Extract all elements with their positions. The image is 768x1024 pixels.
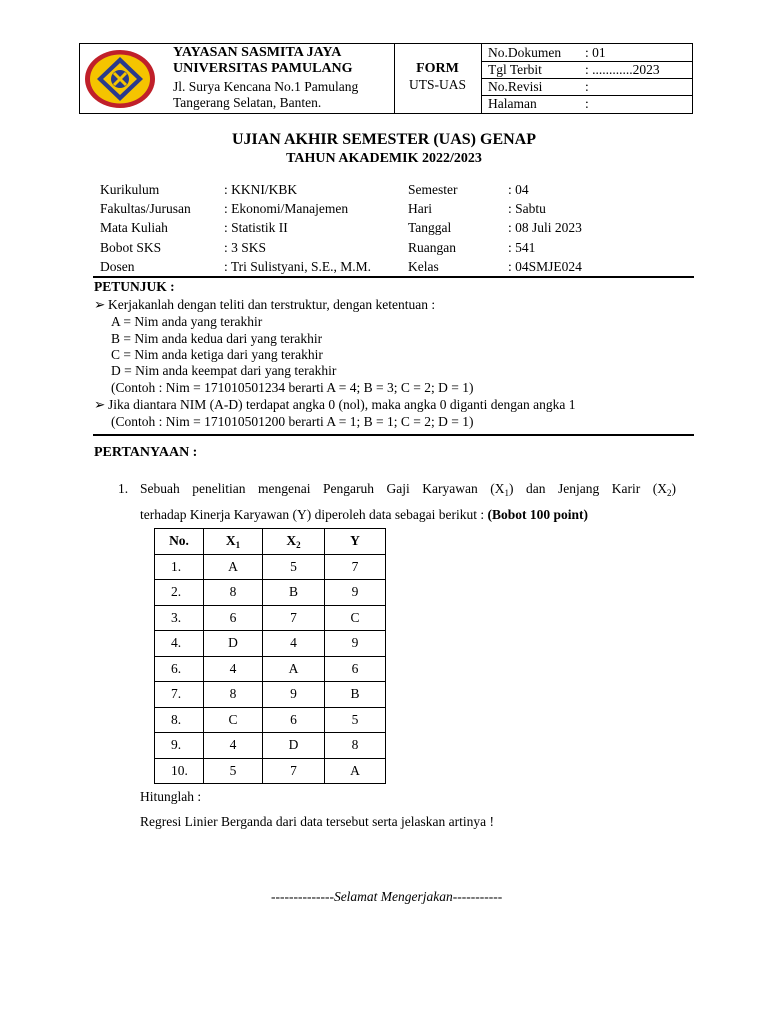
info-value: : 04SMJE024 xyxy=(508,259,582,274)
table-cell: 4. xyxy=(155,631,204,657)
data-table xyxy=(154,528,386,784)
table-cell: B xyxy=(263,580,325,606)
doc-row-label: No.Dokumen xyxy=(488,45,562,60)
table-cell: 10. xyxy=(155,758,204,784)
table-cell: 8. xyxy=(155,707,204,733)
table-cell: 6 xyxy=(263,707,325,733)
exam-title: UJIAN AKHIR SEMESTER (UAS) GENAP xyxy=(231,131,537,148)
institution-cell xyxy=(80,44,395,113)
university-logo-icon xyxy=(83,48,157,110)
column-header-x1: $X_1$ xyxy=(204,529,263,555)
table-cell: 8 xyxy=(204,580,263,606)
table-cell: 2. xyxy=(155,580,204,606)
address-line-1: Jl. Surya Kencana No.1 Pamulang xyxy=(173,79,359,94)
table-cell: 3. xyxy=(155,605,204,631)
info-value: : Ekonomi/Manajemen xyxy=(224,201,349,216)
table-cell: 5 xyxy=(263,554,325,580)
table-row xyxy=(155,605,386,631)
info-label: Ruangan xyxy=(408,240,456,255)
table-row xyxy=(155,707,386,733)
form-type: UTS-UAS xyxy=(408,77,466,92)
table-row xyxy=(155,682,386,708)
table-row xyxy=(155,554,386,580)
table-cell: 4 xyxy=(204,733,263,759)
doc-row-value: : ............2023 xyxy=(585,62,660,77)
table-header-row xyxy=(155,529,386,555)
info-label: Hari xyxy=(408,201,432,216)
example-line: (Contoh : Nim = 171010501200 berarti A = 1; B = 1; C = 2; D = 1) xyxy=(111,414,474,429)
form-cell xyxy=(394,44,482,113)
table-cell: A xyxy=(263,656,325,682)
doc-row xyxy=(481,95,692,113)
column-header-x2: $X_2$ xyxy=(263,529,325,555)
table-cell: 7 xyxy=(263,758,325,784)
org-name: YAYASAN SASMITA JAYA xyxy=(173,45,342,60)
table-cell: 5 xyxy=(204,758,263,784)
question-line-2 xyxy=(140,507,588,523)
instruction-bullet xyxy=(94,396,575,413)
task-text: Regresi Linier Berganda dari data tersebut serta jelaskan artinya ! xyxy=(140,814,494,829)
question-text: Sebuah penelitian mengenai Pengaruh Gaji Karyawan (X xyxy=(140,481,505,496)
doc-row-label: No.Revisi xyxy=(488,79,543,94)
table-cell: 8 xyxy=(325,733,386,759)
section-divider xyxy=(93,276,694,278)
doc-row-label: Tgl Terbit xyxy=(488,62,542,77)
instruction-text: Jika diantara NIM (A-D) terdapat angka 0 (nol), maka angka 0 diganti dengan angka 1 xyxy=(108,397,576,412)
info-value: : 541 xyxy=(508,240,536,255)
university-name: UNIVERSITAS PAMULANG xyxy=(173,61,353,76)
table-row xyxy=(155,758,386,784)
table-cell: 6. xyxy=(155,656,204,682)
table-cell: 4 xyxy=(204,656,263,682)
question-weight: (Bobot 100 point) xyxy=(487,507,588,522)
doc-row xyxy=(481,61,692,79)
address-line-2: Tangerang Selatan, Banten. xyxy=(173,95,322,110)
question-text: ) dan Jenjang Karir (X xyxy=(508,481,667,496)
table-cell: 7 xyxy=(325,554,386,580)
table-cell: 9 xyxy=(325,580,386,606)
arrow-bullet-icon: ➢ xyxy=(94,297,106,312)
info-label: Tanggal xyxy=(408,220,452,235)
table-cell: 7 xyxy=(263,605,325,631)
table-row xyxy=(155,580,386,606)
doc-row-value: : 01 xyxy=(585,45,606,60)
info-value: : Statistik II xyxy=(224,220,288,235)
table-cell: B xyxy=(325,682,386,708)
table-cell: 6 xyxy=(325,656,386,682)
rule-line: D = Nim anda keempat dari yang terakhir xyxy=(111,363,337,378)
table-cell: A xyxy=(204,554,263,580)
question-line-1 xyxy=(140,481,676,497)
table-row xyxy=(155,631,386,657)
arrow-bullet-icon: ➢ xyxy=(94,397,106,412)
info-label: Mata Kuliah xyxy=(100,220,168,235)
column-header-y: Y xyxy=(325,529,386,555)
rule-line: C = Nim anda ketiga dari yang terakhir xyxy=(111,347,323,362)
instruction-text: Kerjakanlah dengan teliti dan terstruktur, dengan ketentuan : xyxy=(108,297,436,312)
info-label: Dosen xyxy=(100,259,135,274)
info-label: Semester xyxy=(408,182,458,197)
info-value: : 04 xyxy=(508,182,529,197)
table-cell: 9 xyxy=(263,682,325,708)
info-label: Kelas xyxy=(408,259,439,274)
form-label: FORM xyxy=(416,61,459,76)
table-row xyxy=(155,656,386,682)
table-cell: 6 xyxy=(204,605,263,631)
table-cell: 9 xyxy=(325,631,386,657)
questions-heading: PERTANYAAN : xyxy=(94,445,198,460)
closing-text: --------------Selamat Mengerjakan----------- xyxy=(271,889,503,904)
table-cell: C xyxy=(204,707,263,733)
info-value: : Tri Sulistyani, S.E., M.M. xyxy=(224,259,372,274)
document-header xyxy=(79,43,693,114)
document-meta xyxy=(481,44,692,113)
rule-line: (Contoh : Nim = 171010501234 berarti A = 4; B = 3; C = 2; D = 1) xyxy=(111,380,474,395)
question-text: terhadap Kinerja Karyawan (Y) diperoleh data sebagai berikut : xyxy=(140,507,485,522)
info-value: : 3 SKS xyxy=(224,240,267,255)
instructions-heading: PETUNJUK : xyxy=(94,279,175,294)
doc-row xyxy=(481,44,692,62)
table-cell: 9. xyxy=(155,733,204,759)
table-cell: 1. xyxy=(155,554,204,580)
table-cell: A xyxy=(325,758,386,784)
doc-row xyxy=(481,78,692,96)
table-cell: 4 xyxy=(263,631,325,657)
table-cell: D xyxy=(263,733,325,759)
question-text: ) xyxy=(671,481,676,496)
academic-year: TAHUN AKADEMIK 2022/2023 xyxy=(286,151,482,166)
doc-row-label: Halaman xyxy=(488,96,537,111)
table-cell: D xyxy=(204,631,263,657)
doc-row-value: : xyxy=(585,79,589,94)
section-divider xyxy=(93,434,694,436)
info-value: : 08 Juli 2023 xyxy=(508,220,582,235)
question-number: 1. xyxy=(118,481,129,496)
table-cell: 5 xyxy=(325,707,386,733)
rule-line: B = Nim anda kedua dari yang terakhir xyxy=(111,331,323,346)
table-cell: 7. xyxy=(155,682,204,708)
info-label: Fakultas/Jurusan xyxy=(100,201,191,216)
info-value: : KKNI/KBK xyxy=(224,182,298,197)
table-cell: C xyxy=(325,605,386,631)
info-value: : Sabtu xyxy=(508,201,546,216)
column-header-no: No. xyxy=(155,529,204,555)
doc-row-value: : xyxy=(585,96,589,111)
subscript: 2 xyxy=(666,488,672,498)
table-row xyxy=(155,733,386,759)
table-cell: 8 xyxy=(204,682,263,708)
rule-line: A = Nim anda yang terakhir xyxy=(111,314,263,329)
info-label: Kurikulum xyxy=(100,182,160,197)
subscript: 1 xyxy=(504,488,509,498)
instruction-bullet xyxy=(94,296,435,313)
info-label: Bobot SKS xyxy=(100,240,162,255)
calculate-label: Hitunglah : xyxy=(140,789,202,804)
